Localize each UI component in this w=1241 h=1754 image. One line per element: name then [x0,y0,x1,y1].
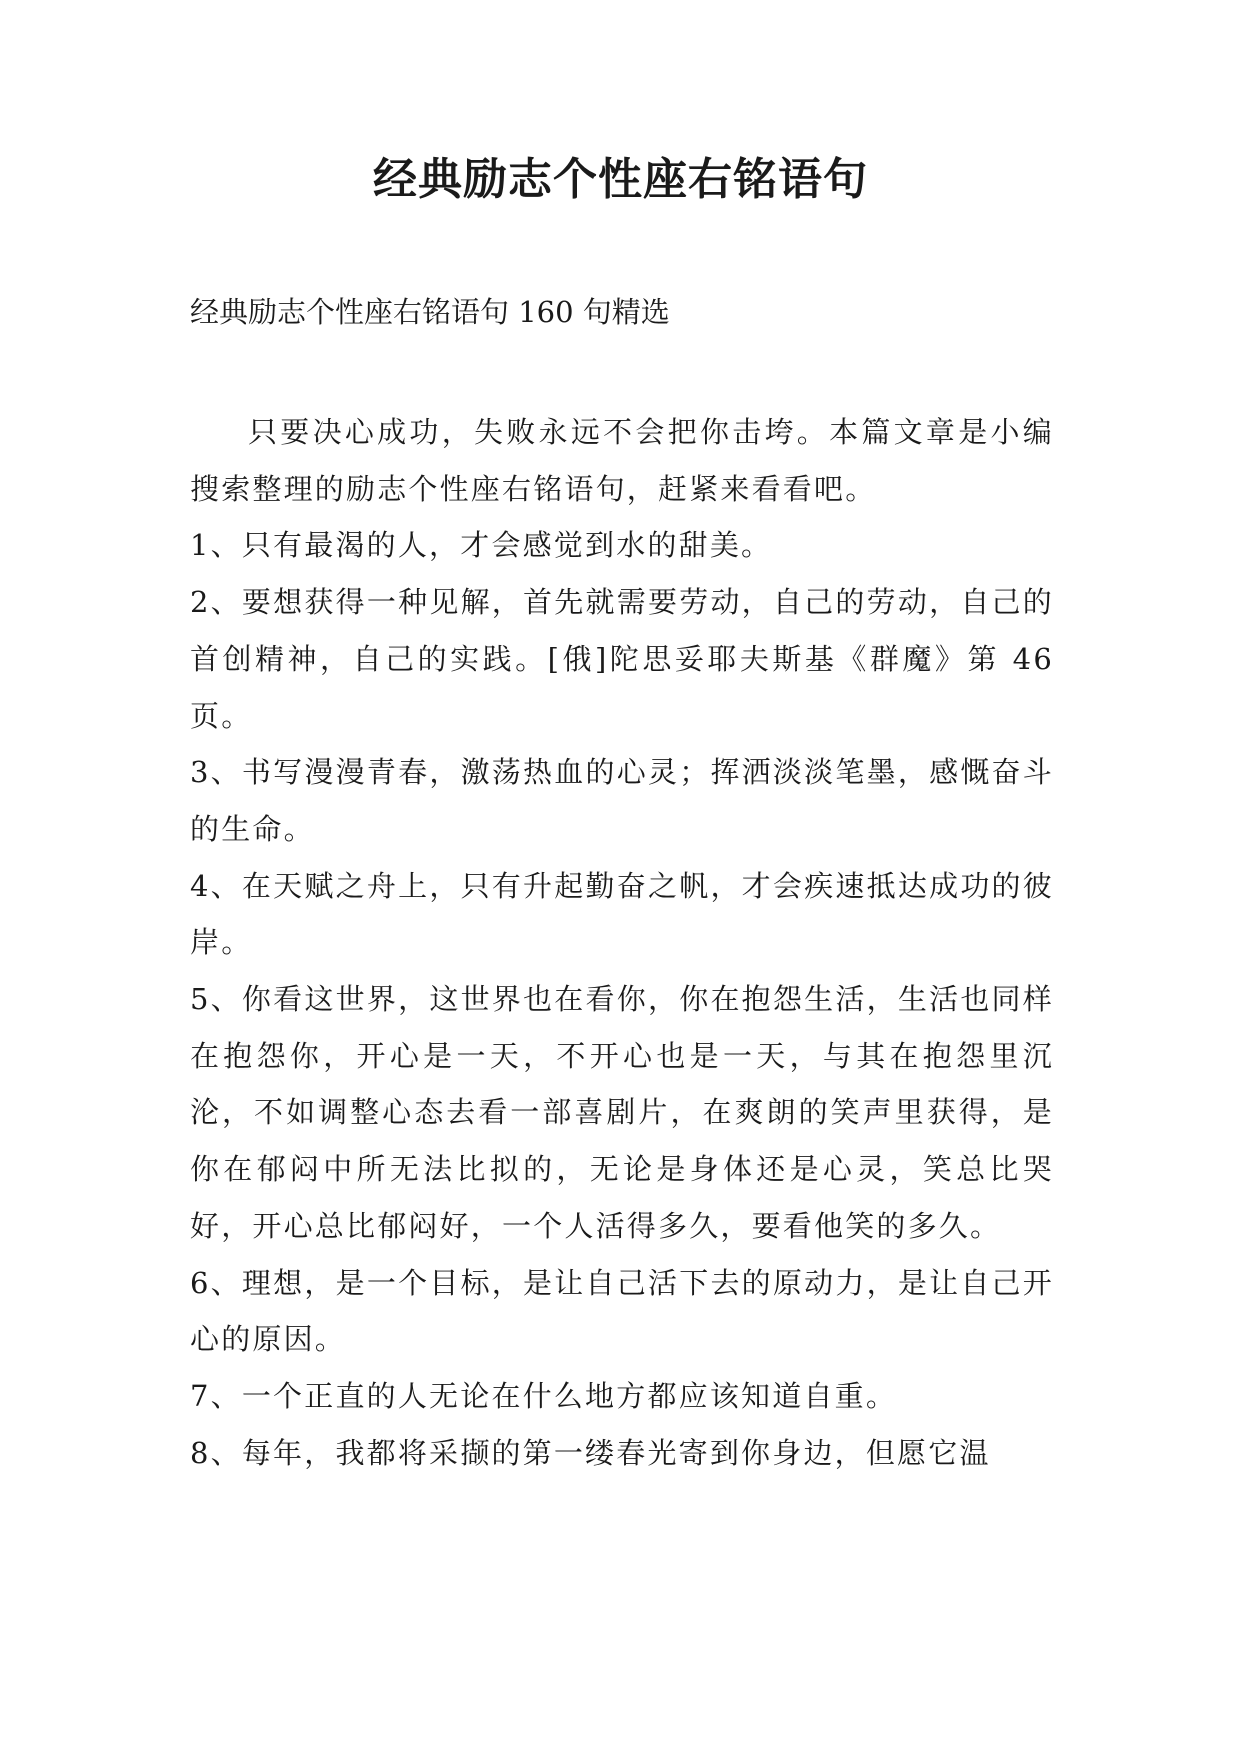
list-item: 1、只有最渴的人，才会感觉到水的甜美。 [190,528,773,563]
list-item: 3、书写漫漫青春，激荡热血的心灵；挥洒淡淡笔墨，感慨奋斗的生命。 [190,755,1054,846]
list-item: 4、在天赋之舟上，只有升起勤奋之帆，才会疾速抵达成功的彼岸。 [190,868,1054,960]
intro-paragraph: 只要决心成功，失败永远不会把你击垮。本篇文章是小编搜索整理的励志个性座右铭语句，赶紧来看看吧。 [190,415,1054,506]
list-item: 5、你看这世界，这世界也在看你，你在抱怨生活，生活也同样在抱怨你，开心是一天，不开心也是一天，与其在抱怨里沉沦，不如调整心态去看一部喜剧片，在爽朗的笑声里获得，是你在郁闷中所无法比拟的，无论是身体还是心灵，笑总比哭好，开心总比郁闷好，一个人活得多久，要看他笑的多久。 [190,982,1054,1243]
document-title: 经典励志个性座右铭语句 [373,154,868,205]
list-item: 8、每年，我都将采撷的第一缕春光寄到你身边，但愿它温 [190,1435,991,1470]
document-subtitle: 经典励志个性座右铭语句 160 句精选 [190,295,670,329]
list-item: 7、一个正直的人无论在什么地方都应该知道自重。 [190,1378,898,1413]
list-item: 2、要想获得一种见解，首先就需要劳动，自己的劳动，自己的首创精神，自己的实践。[俄]陀思妥耶夫斯基《群魔》第 46 页。 [190,585,1054,733]
list-item: 6、理想，是一个目标，是让自己活下去的原动力，是让自己开心的原因。 [190,1265,1054,1357]
document-body [190,404,1054,1481]
